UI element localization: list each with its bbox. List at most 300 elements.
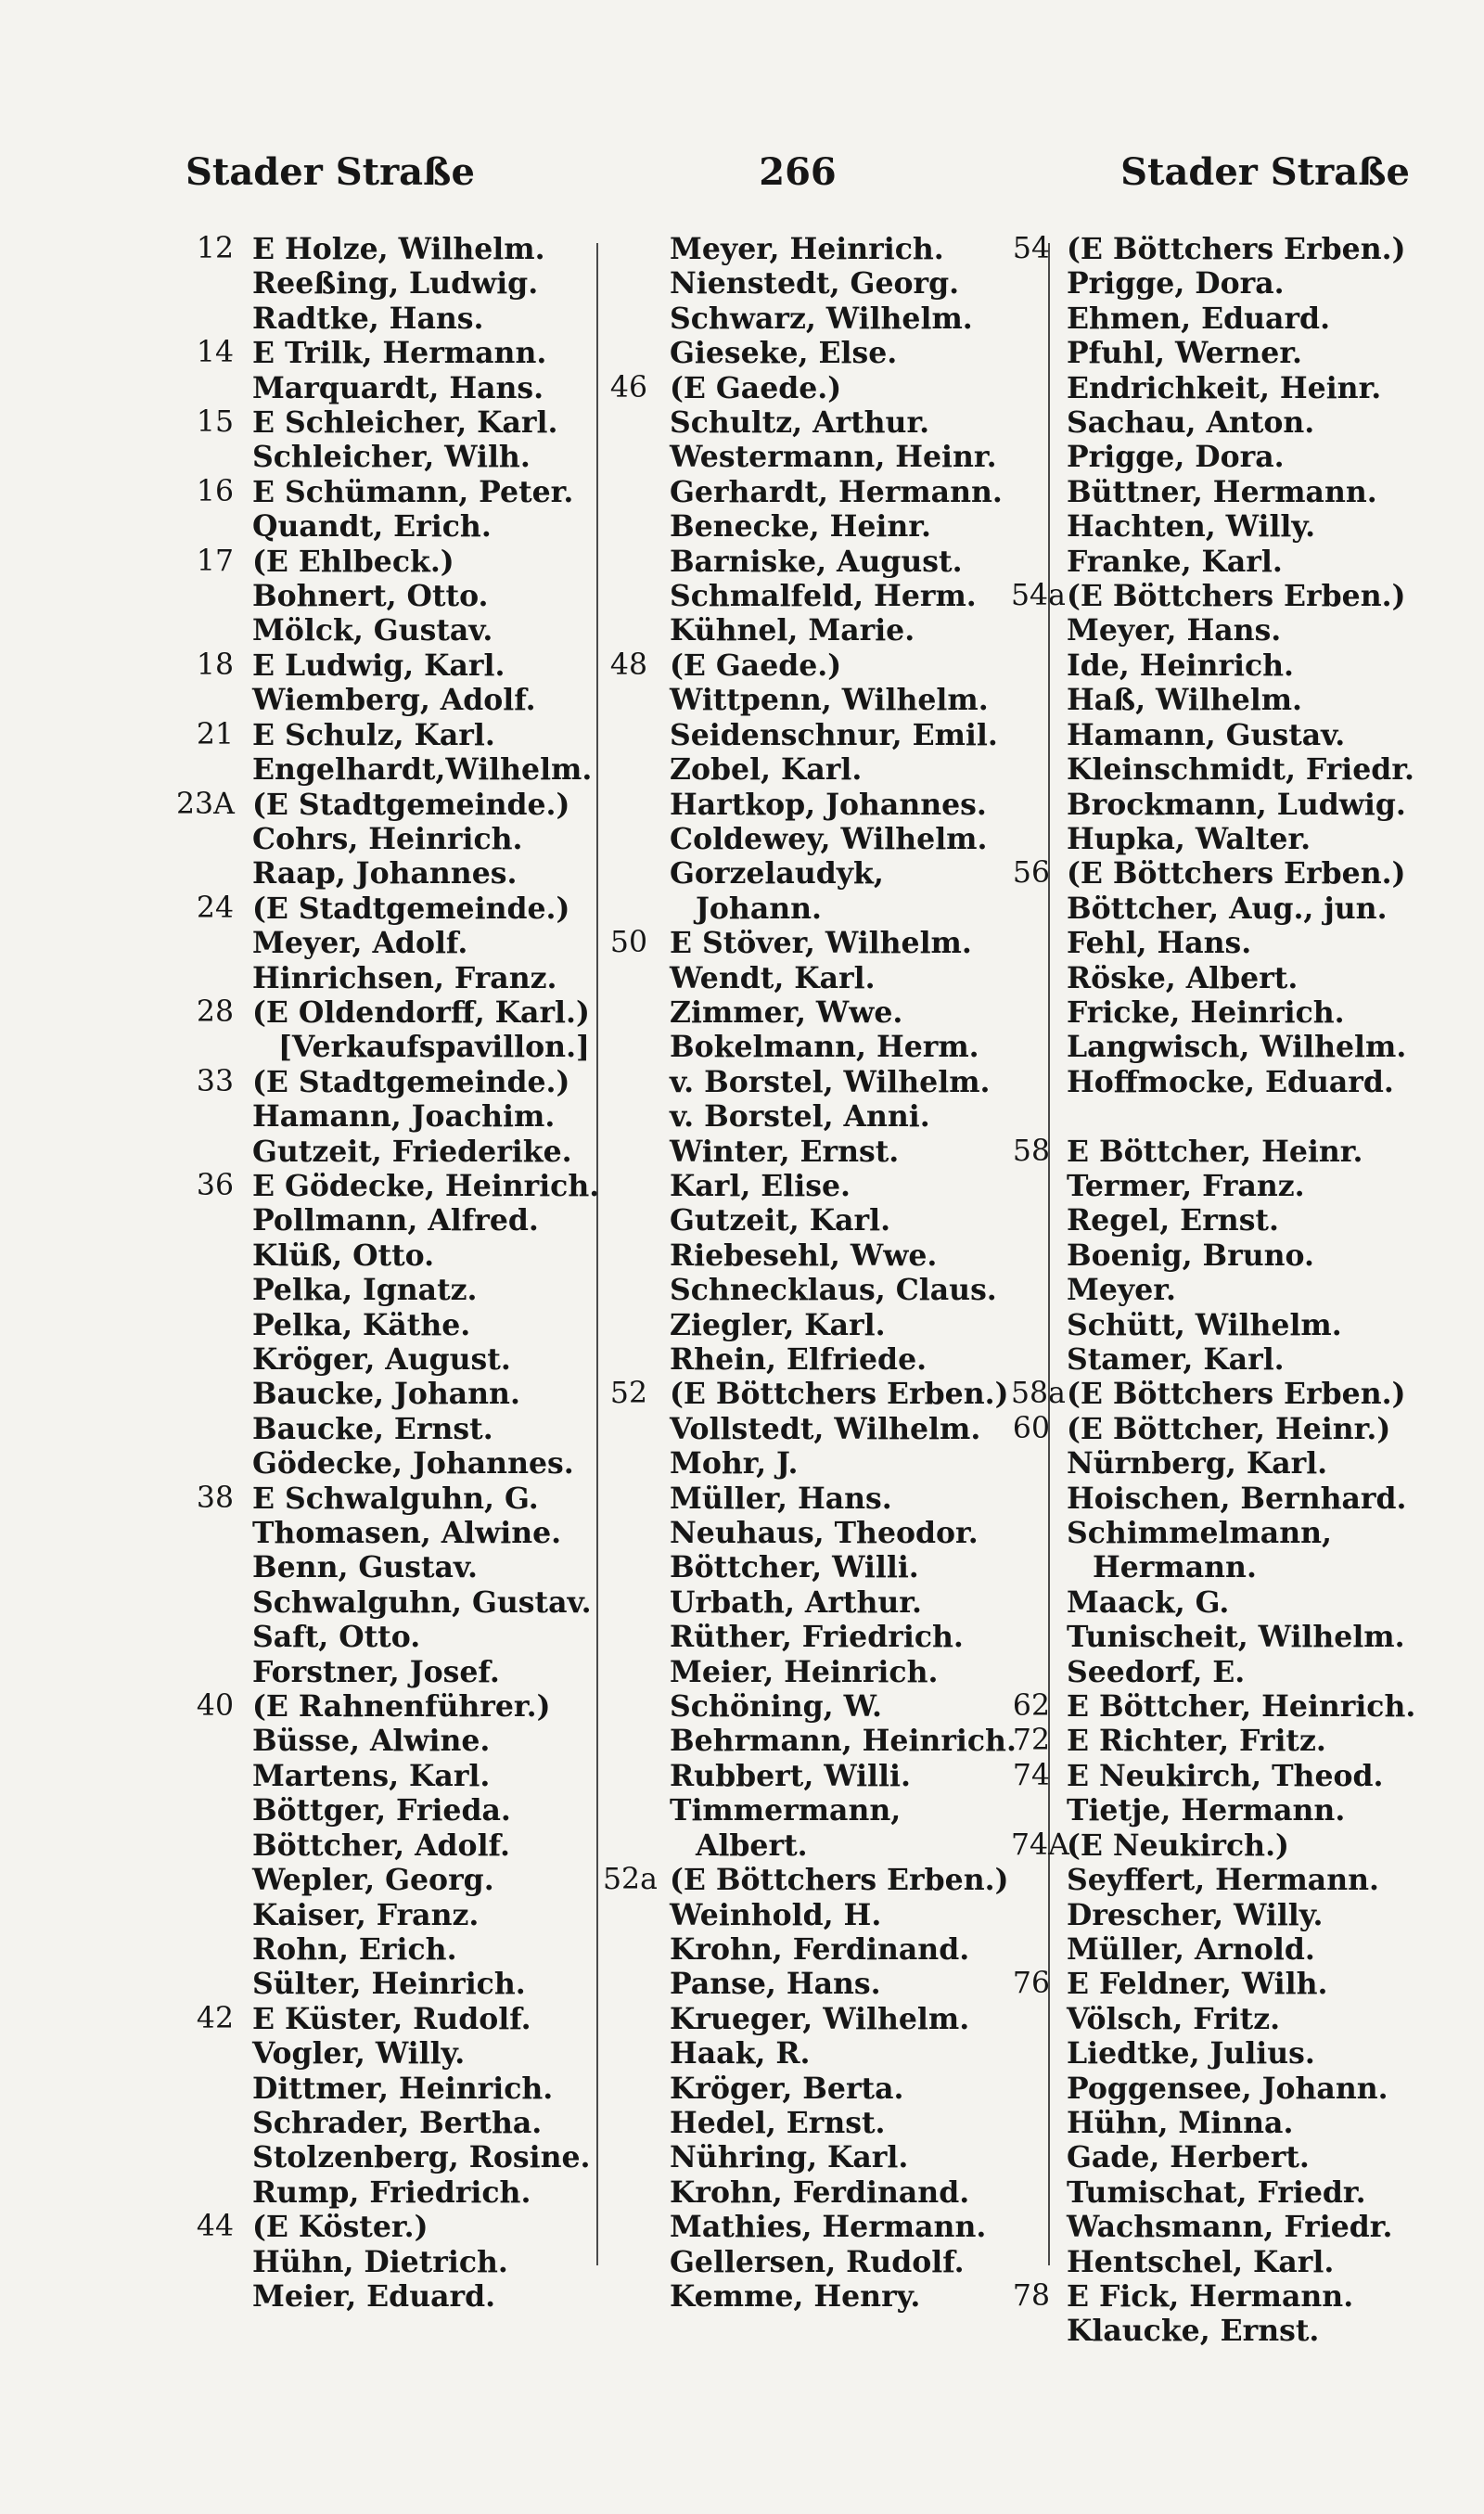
resident-name: Coldewey, Wilhelm. — [670, 821, 988, 856]
directory-entry — [603, 509, 1011, 544]
directory-entry — [1011, 1065, 1428, 1099]
directory-entry — [176, 1655, 598, 1689]
directory-entry — [1011, 752, 1428, 787]
resident-name: Schmalfeld, Herm. — [670, 579, 977, 614]
house-number: 33 — [196, 1064, 234, 1098]
resident-name: (E Böttchers Erben.) — [1067, 856, 1406, 891]
resident-name: Nühring, Karl. — [670, 2140, 909, 2175]
house-number: 14 — [196, 336, 234, 370]
directory-entry — [1011, 613, 1428, 648]
directory-entry — [603, 1169, 1011, 1203]
resident-name: E Richter, Fritz. — [1067, 1724, 1326, 1759]
directory-entry — [603, 1932, 1011, 1967]
resident-name: Böttcher, Aug., jun. — [1067, 891, 1388, 926]
resident-name: Bokelmann, Herm. — [670, 1030, 979, 1065]
directory-entry — [603, 301, 1011, 336]
directory-entry — [176, 336, 598, 370]
running-head-right: Stader Straße — [1120, 150, 1410, 194]
directory-entry — [603, 1516, 1011, 1550]
house-number: 28 — [196, 994, 234, 1029]
directory-entry — [603, 1203, 1011, 1238]
directory-entry — [1011, 440, 1428, 474]
resident-name: Stamer, Karl. — [1067, 1342, 1285, 1377]
resident-name: Benn, Gustav. — [252, 1550, 479, 1585]
resident-name: Behrmann, Heinrich. — [670, 1724, 1017, 1759]
directory-entry — [176, 232, 598, 266]
directory-entry — [1011, 1863, 1428, 1897]
resident-name: Gutzeit, Karl. — [670, 1203, 891, 1238]
resident-name: Ide, Heinrich. — [1067, 648, 1295, 683]
directory-entry — [1011, 2002, 1428, 2036]
directory-entry — [1011, 1516, 1428, 1550]
directory-entry — [603, 405, 1011, 440]
resident-name: (E Rahnenführer.) — [252, 1689, 551, 1725]
directory-entry — [1011, 961, 1428, 995]
directory-entry — [1011, 2210, 1428, 2244]
house-number: 58 — [1012, 1134, 1050, 1168]
directory-entry — [1011, 579, 1428, 613]
directory-entry — [603, 2002, 1011, 2036]
house-number: 56 — [1012, 856, 1050, 891]
resident-name: Müller, Hans. — [670, 1481, 892, 1516]
resident-name: Albert. — [696, 1828, 808, 1863]
resident-name: Haak, R. — [670, 2036, 811, 2071]
resident-name: Forstner, Josef. — [252, 1654, 500, 1689]
directory-entry — [176, 579, 598, 613]
resident-name: Wendt, Karl. — [670, 960, 876, 995]
directory-entry — [603, 1030, 1011, 1064]
directory-entry — [1011, 2314, 1428, 2348]
resident-name: Hupka, Walter. — [1067, 821, 1311, 856]
directory-entry — [603, 371, 1011, 405]
directory-entry — [603, 1689, 1011, 1724]
house-number: 78 — [1012, 2278, 1050, 2313]
directory-entry — [176, 995, 598, 1030]
house-number: 21 — [196, 717, 234, 751]
directory-entry — [1011, 336, 1428, 370]
house-number: 58a — [1011, 1377, 1066, 1411]
directory-entry — [176, 2071, 598, 2106]
house-number: 52 — [609, 1377, 647, 1411]
directory-entry — [1011, 1481, 1428, 1516]
resident-name: Saft, Otto. — [252, 1620, 421, 1655]
directory-entry — [1011, 1412, 1428, 1446]
directory-entry — [176, 2036, 598, 2071]
resident-name: E Neukirch, Theod. — [1067, 1758, 1384, 1793]
directory-entry — [1011, 545, 1428, 579]
directory-entry — [1011, 1550, 1428, 1584]
directory-entry — [176, 1481, 598, 1516]
resident-name: Mölck, Gustav. — [252, 613, 493, 648]
directory-entry — [603, 232, 1011, 266]
directory-entry — [1011, 475, 1428, 509]
resident-name: [Verkaufspavillon.] — [278, 1030, 590, 1065]
directory-entry — [603, 1377, 1011, 1411]
resident-name: E Trilk, Hermann. — [252, 336, 547, 371]
house-number: 62 — [1012, 1689, 1050, 1724]
directory-entry — [603, 2279, 1011, 2314]
directory-entry — [603, 1967, 1011, 2001]
directory-entry — [1011, 788, 1428, 822]
resident-name: Winter, Ernst. — [670, 1134, 900, 1169]
resident-name: Poggensee, Johann. — [1067, 2071, 1388, 2106]
directory-entry — [176, 440, 598, 474]
resident-name: Hinrichsen, Franz. — [252, 960, 557, 995]
resident-name: Kröger, August. — [252, 1342, 511, 1377]
resident-name: Krohn, Ferdinand. — [670, 1931, 970, 1967]
directory-entry — [176, 1689, 598, 1724]
resident-name: Fehl, Hans. — [1067, 926, 1252, 961]
resident-name: Schimmelmann, — [1067, 1516, 1332, 1551]
resident-name: Meyer. — [1067, 1273, 1176, 1308]
house-number: 17 — [196, 544, 234, 578]
resident-name: Benecke, Heinr. — [670, 509, 931, 545]
directory-entry — [603, 266, 1011, 301]
house-number: 54 — [1012, 232, 1050, 265]
directory-entry — [1011, 1655, 1428, 1689]
directory-entry — [176, 1412, 598, 1446]
directory-entry — [603, 1135, 1011, 1169]
resident-name: Mathies, Hermann. — [670, 2210, 987, 2245]
house-number: 24 — [196, 891, 234, 925]
resident-name: Klaucke, Ernst. — [1067, 2314, 1320, 2349]
resident-name: E Holze, Wilhelm. — [252, 232, 545, 266]
directory-entry — [1011, 856, 1428, 891]
house-number: 12 — [196, 232, 234, 265]
resident-name: Schütt, Wilhelm. — [1067, 1307, 1342, 1342]
directory-entry — [176, 1135, 598, 1169]
directory-entry — [176, 961, 598, 995]
directory-entry — [176, 788, 598, 822]
resident-name: Marquardt, Hans. — [252, 370, 544, 405]
house-number: 44 — [196, 2210, 234, 2244]
directory-entry — [176, 371, 598, 405]
resident-name: (E Oldendorff, Karl.) — [252, 994, 590, 1030]
directory-entry — [176, 1967, 598, 2001]
resident-name: Gieseke, Else. — [670, 336, 898, 371]
house-number: 74 — [1012, 1758, 1050, 1792]
directory-entry — [176, 405, 598, 440]
resident-name: Zimmer, Wwe. — [670, 994, 903, 1030]
directory-entry — [176, 1759, 598, 1793]
page-number: 266 — [759, 150, 837, 194]
resident-name: Hentschel, Karl. — [1067, 2244, 1335, 2279]
directory-entry — [176, 1898, 598, 1932]
resident-name: Thomasen, Alwine. — [252, 1516, 562, 1551]
directory-entry — [176, 1724, 598, 1758]
directory-entry — [176, 301, 598, 336]
resident-name: Maack, G. — [1067, 1584, 1230, 1620]
directory-entry — [1011, 2279, 1428, 2314]
resident-name: Wiemberg, Adolf. — [252, 683, 536, 718]
directory-entry — [1011, 405, 1428, 440]
resident-name: Hoischen, Bernhard. — [1067, 1481, 1407, 1516]
directory-entry — [176, 2245, 598, 2279]
directory-entry — [176, 1099, 598, 1134]
directory-entry — [603, 856, 1011, 891]
directory-entry — [603, 961, 1011, 995]
resident-name: (E Böttchers Erben.) — [1067, 232, 1406, 266]
resident-name: E Küster, Rudolf. — [252, 2001, 531, 2036]
directory-entry — [603, 683, 1011, 717]
directory-entry — [1011, 1793, 1428, 1828]
resident-name: Nürnberg, Karl. — [1067, 1446, 1328, 1481]
directory-entry — [176, 1516, 598, 1550]
directory-entry — [176, 1342, 598, 1377]
directory-column-2 — [603, 232, 1017, 2314]
resident-name: Hühn, Minna. — [1067, 2105, 1294, 2140]
directory-entry — [176, 545, 598, 579]
directory-entry — [603, 2245, 1011, 2279]
directory-entry — [1011, 926, 1428, 960]
directory-entry — [603, 1620, 1011, 1654]
directory-entry — [176, 1550, 598, 1584]
resident-name: Haß, Wilhelm. — [1067, 683, 1302, 718]
resident-name: Drescher, Willy. — [1067, 1897, 1324, 1932]
house-number: 42 — [196, 2001, 234, 2035]
resident-name: Baucke, Johann. — [252, 1377, 520, 1412]
resident-name: (E Böttcher, Heinr.) — [1067, 1411, 1391, 1446]
resident-name: Barniske, August. — [670, 544, 963, 579]
resident-name: (E Böttchers Erben.) — [670, 1377, 1009, 1412]
house-number: 76 — [1012, 1967, 1050, 2001]
directory-column-3 — [1011, 232, 1428, 2349]
resident-name: Schultz, Arthur. — [670, 405, 930, 441]
directory-entry — [1011, 1898, 1428, 1932]
resident-name: Hamann, Gustav. — [1067, 717, 1346, 752]
directory-entry — [176, 2140, 598, 2174]
directory-entry — [176, 891, 598, 926]
resident-name: Meier, Heinrich. — [670, 1654, 939, 1689]
directory-entry — [603, 1412, 1011, 1446]
directory-entry — [176, 648, 598, 683]
directory-entry — [176, 1308, 598, 1342]
resident-name: (E Gaede.) — [670, 370, 842, 405]
resident-name: Seyffert, Hermann. — [1067, 1863, 1379, 1898]
directory-entry — [176, 2279, 598, 2314]
resident-name: E Schleicher, Karl. — [252, 405, 558, 441]
resident-name: Rubbert, Willi. — [670, 1758, 911, 1793]
directory-entry — [176, 2106, 598, 2140]
directory-entry — [603, 1065, 1011, 1099]
resident-name: Müller, Arnold. — [1067, 1931, 1315, 1967]
directory-entry — [176, 1446, 598, 1481]
directory-entry — [603, 2175, 1011, 2210]
directory-entry — [176, 1620, 598, 1654]
directory-entry — [1011, 1446, 1428, 1481]
directory-entry — [1011, 1828, 1428, 1863]
resident-name: (E Köster.) — [252, 2210, 429, 2245]
directory-entry — [1011, 718, 1428, 752]
resident-name: Baucke, Ernst. — [252, 1411, 493, 1446]
directory-entry — [603, 1863, 1011, 1897]
directory-entry — [1011, 995, 1428, 1030]
directory-entry — [1011, 1273, 1428, 1307]
directory-entry — [1011, 371, 1428, 405]
directory-entry — [603, 2036, 1011, 2071]
resident-name: Krueger, Wilhelm. — [670, 2001, 970, 2036]
house-number: 40 — [196, 1689, 234, 1724]
resident-name: Ziegler, Karl. — [670, 1307, 886, 1342]
directory-entry — [603, 1550, 1011, 1584]
directory-entry — [176, 1377, 598, 1411]
directory-entry — [603, 545, 1011, 579]
resident-name: Brockmann, Ludwig. — [1067, 787, 1406, 822]
resident-name: Pollmann, Alfred. — [252, 1203, 539, 1238]
resident-name: Langwisch, Wilhelm. — [1067, 1030, 1407, 1065]
directory-entry — [603, 1481, 1011, 1516]
directory-entry — [1011, 232, 1428, 266]
directory-entry — [603, 995, 1011, 1030]
resident-name: Pelka, Ignatz. — [252, 1273, 478, 1308]
resident-name: Gerhardt, Hermann. — [670, 474, 1003, 509]
resident-name: Böttger, Frieda. — [252, 1793, 511, 1828]
directory-entry — [176, 2175, 598, 2210]
resident-name: Gorzelaudyk, — [670, 856, 884, 891]
resident-name: Hamann, Joachim. — [252, 1099, 556, 1135]
directory-entry — [603, 1585, 1011, 1620]
resident-name: Wachsmann, Friedr. — [1067, 2210, 1393, 2245]
directory-entry — [176, 752, 598, 787]
resident-name: Zobel, Karl. — [670, 752, 863, 788]
directory-entry — [176, 1828, 598, 1863]
resident-name: v. Borstel, Wilhelm. — [670, 1064, 991, 1099]
resident-name: Cohrs, Heinrich. — [252, 821, 523, 856]
directory-entry — [1011, 1342, 1428, 1377]
resident-name: Seidenschnur, Emil. — [670, 717, 998, 752]
house-number: 54a — [1011, 579, 1066, 613]
page-header — [186, 145, 1410, 200]
resident-name: E Feldner, Wilh. — [1067, 1967, 1328, 2002]
house-number: 50 — [609, 926, 647, 960]
resident-name: Rüther, Friedrich. — [670, 1620, 964, 1655]
directory-entry — [176, 475, 598, 509]
resident-name: Engelhardt,Wilhelm. — [252, 752, 593, 788]
house-number: 48 — [609, 648, 647, 682]
directory-entry — [1011, 1689, 1428, 1724]
resident-name: E Stöver, Wilhelm. — [670, 926, 972, 961]
directory-entry — [1011, 1759, 1428, 1793]
directory-entry — [1011, 1308, 1428, 1342]
directory-entry — [1011, 1030, 1428, 1064]
resident-name: E Schümann, Peter. — [252, 474, 574, 509]
resident-name: Prigge, Dora. — [1067, 440, 1285, 475]
directory-entry — [603, 440, 1011, 474]
resident-name: (E Böttchers Erben.) — [1067, 1377, 1406, 1412]
directory-entry — [1011, 1135, 1428, 1169]
directory-entry — [1011, 1377, 1428, 1411]
house-number: 36 — [196, 1168, 234, 1202]
directory-entry — [603, 718, 1011, 752]
house-number: 74A — [1011, 1828, 1069, 1862]
resident-name: Gödecke, Johannes. — [252, 1446, 574, 1481]
resident-name: (E Böttchers Erben.) — [1067, 579, 1406, 614]
resident-name: Nienstedt, Georg. — [670, 266, 960, 301]
directory-entry — [603, 475, 1011, 509]
resident-name: Rump, Friedrich. — [252, 2174, 531, 2210]
resident-name: Mohr, J. — [670, 1446, 799, 1481]
directory-entry — [176, 1238, 598, 1273]
resident-name: Hachten, Willy. — [1067, 509, 1316, 545]
resident-name: Endrichkeit, Heinr. — [1067, 370, 1382, 405]
house-number: 16 — [196, 474, 234, 508]
resident-name: Gutzeit, Friederike. — [252, 1134, 572, 1169]
resident-name: Rhein, Elfriede. — [670, 1342, 928, 1377]
directory-entry — [1011, 822, 1428, 856]
directory-entry — [176, 509, 598, 544]
resident-name: Schnecklaus, Claus. — [670, 1273, 997, 1308]
resident-name: Krohn, Ferdinand. — [670, 2174, 970, 2210]
resident-name: Prigge, Dora. — [1067, 266, 1285, 301]
resident-name: Hühn, Dietrich. — [252, 2244, 508, 2279]
resident-name: Karl, Elise. — [670, 1168, 851, 1203]
directory-entry — [176, 822, 598, 856]
directory-entry — [603, 2071, 1011, 2106]
directory-entry — [603, 2106, 1011, 2140]
resident-name: Westermann, Heinr. — [670, 440, 997, 475]
resident-name: Schwarz, Wilhelm. — [670, 301, 973, 336]
directory-entry — [1011, 1932, 1428, 1967]
house-number: 38 — [196, 1481, 234, 1515]
resident-name: (E Gaede.) — [670, 648, 842, 683]
resident-name: Tumischat, Friedr. — [1067, 2174, 1366, 2210]
directory-entry — [603, 1898, 1011, 1932]
directory-entry — [603, 752, 1011, 787]
resident-name: Pfuhl, Werner. — [1067, 336, 1302, 371]
directory-entry — [176, 1169, 598, 1203]
directory-entry — [1011, 1724, 1428, 1758]
resident-name: Panse, Hans. — [670, 1967, 881, 2002]
resident-name: Schrader, Bertha. — [252, 2105, 543, 2140]
resident-name: (E Stadtgemeinde.) — [252, 1064, 570, 1099]
resident-name: Sachau, Anton. — [1067, 405, 1315, 441]
directory-entry — [603, 1724, 1017, 1759]
resident-name: E Schulz, Karl. — [252, 717, 495, 752]
directory-entry — [603, 1446, 1011, 1481]
resident-name: Rohn, Erich. — [252, 1931, 457, 1967]
directory-entry — [603, 788, 1011, 822]
resident-name: Reeßing, Ludwig. — [252, 266, 539, 301]
resident-name: Hartkop, Johannes. — [670, 787, 987, 822]
resident-name: Riebesehl, Wwe. — [670, 1238, 938, 1273]
directory-entry — [603, 1273, 1011, 1307]
resident-name: Meier, Eduard. — [252, 2278, 496, 2314]
directory-entry — [176, 856, 598, 891]
directory-entry — [1011, 1203, 1428, 1238]
resident-name: Fricke, Heinrich. — [1067, 994, 1345, 1030]
resident-name: Meyer, Adolf. — [252, 926, 468, 961]
resident-name: Schwalguhn, Gustav. — [252, 1584, 592, 1620]
directory-entry — [1011, 1585, 1428, 1620]
directory-entry — [176, 926, 598, 960]
resident-name: Völsch, Fritz. — [1067, 2001, 1281, 2036]
resident-name: Hedel, Ernst. — [670, 2105, 886, 2140]
directory-entry — [176, 613, 598, 648]
directory-entry — [176, 683, 598, 717]
resident-name: Neuhaus, Theodor. — [670, 1516, 979, 1551]
resident-name: (E Böttchers Erben.) — [670, 1863, 1009, 1898]
resident-name: Urbath, Arthur. — [670, 1584, 922, 1620]
directory-entry — [1011, 2071, 1428, 2106]
house-number: 72 — [1012, 1724, 1050, 1758]
resident-name: E Böttcher, Heinr. — [1067, 1134, 1363, 1169]
directory-entry — [603, 1342, 1011, 1377]
directory-entry — [603, 1793, 1011, 1828]
resident-name: Gellersen, Rudolf. — [670, 2244, 965, 2279]
resident-name: Klüß, Otto. — [252, 1238, 435, 1273]
resident-name: Hermann. — [1093, 1550, 1257, 1585]
resident-name: Boenig, Bruno. — [1067, 1238, 1314, 1273]
